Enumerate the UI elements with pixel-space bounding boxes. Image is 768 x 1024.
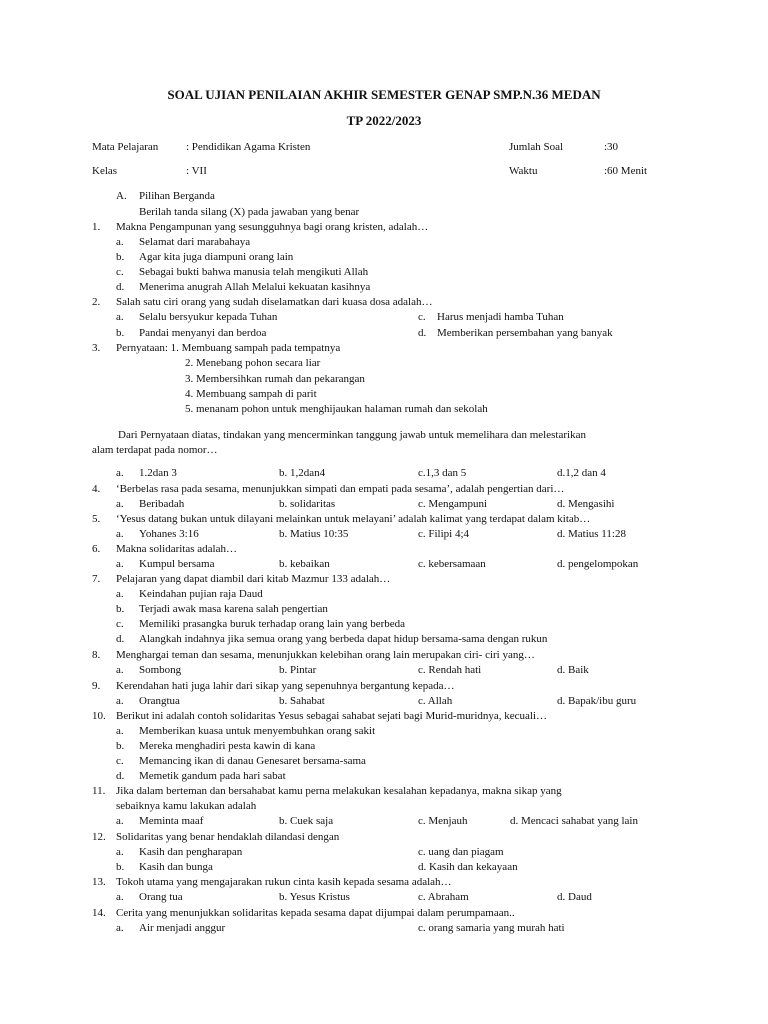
option-text: d. Mengasihi	[557, 498, 615, 510]
question-text: Salah satu ciri orang yang sudah diselamatkan dari kuasa dosa adalah…	[116, 296, 433, 308]
question-number: 5.	[92, 513, 101, 525]
statement-item: 3. Membersihkan rumah dan pekarangan	[185, 373, 365, 385]
option-text: c. kebersamaan	[418, 558, 486, 570]
option-text: c.1,3 dan 5	[418, 467, 467, 479]
option-text: Memancing ikan di danau Genesaret bersama-sama	[139, 755, 366, 767]
option-text: b. solidaritas	[279, 498, 336, 510]
option-letter: b.	[116, 603, 125, 615]
option-text: b. Pintar	[279, 664, 317, 676]
question-number: 12.	[92, 831, 106, 843]
option-text: Terjadi awak masa karena salah pengertian	[139, 603, 328, 615]
class-value: : VII	[186, 165, 207, 177]
option-text: d. Daud	[557, 891, 592, 903]
option-text: Alangkah indahnya jika semua orang yang berbeda dapat hidup bersama-sama dengan rukun	[139, 633, 548, 645]
option-letter: a.	[116, 498, 124, 510]
option-text: Keindahan pujian raja Daud	[139, 588, 263, 600]
option-text: Pandai menyanyi dan berdoa	[139, 327, 267, 339]
option-letter: a.	[116, 528, 124, 540]
question-text: Pernyataan: 1. Membuang sampah pada tempatnya	[116, 342, 341, 354]
option-text: c. Filipi 4;4	[418, 528, 470, 540]
subject-value: : Pendidikan Agama Kristen	[186, 141, 311, 153]
option-text: Sombong	[139, 664, 182, 676]
option-text: b. Matius 10:35	[279, 528, 349, 540]
option-text: d. Mencaci sahabat yang lain	[510, 815, 638, 827]
question-text: Menghargai teman dan sesama, menunjukkan kelebihan orang lain merupakan ciri- ciri yang…	[116, 649, 535, 661]
subject-label: Mata Pelajaran	[92, 141, 159, 153]
option-letter: c.	[116, 266, 124, 278]
option-text: d. Baik	[557, 664, 589, 676]
option-letter: a.	[116, 558, 124, 570]
option-text: Kumpul bersama	[139, 558, 215, 570]
statement-item: 2. Menebang pohon secara liar	[185, 357, 321, 369]
question-number: 7.	[92, 573, 101, 585]
option-text: d. Kasih dan kekayaan	[418, 861, 518, 873]
question-text: Makna solidaritas adalah…	[116, 543, 237, 555]
question-number: 3.	[92, 342, 101, 354]
question-number: 4.	[92, 483, 101, 495]
option-text: Menerima anugrah Allah Melalui kekuatan kasihnya	[139, 281, 371, 293]
option-letter: d.	[418, 327, 427, 339]
option-letter: b.	[116, 740, 125, 752]
question-number: 2.	[92, 296, 101, 308]
question-text: Makna Pengampunan yang sesungguhnya bagi orang kristen, adalah…	[116, 221, 429, 233]
option-text: 1.2dan 3	[139, 467, 177, 479]
option-letter: c.	[418, 311, 426, 323]
question-count-label: Jumlah Soal	[509, 141, 564, 153]
option-text: Air menjadi anggur	[139, 922, 226, 934]
option-text: c. Rendah hati	[418, 664, 482, 676]
section-letter: A.	[116, 190, 127, 202]
option-letter: a.	[116, 664, 124, 676]
statement-item: 4. Membuang sampah di parit	[185, 388, 317, 400]
option-text: b. Yesus Kristus	[279, 891, 350, 903]
question-text: Berikut ini adalah contoh solidaritas Yesus sebagai sahabat sejati bagi Murid-muridnya, kecuali…	[116, 710, 548, 722]
question-text: Pelajaran yang dapat diambil dari kitab Mazmur 133 adalah…	[116, 573, 391, 585]
option-text: c. Abraham	[418, 891, 469, 903]
option-letter: c.	[116, 618, 124, 630]
option-text: Memetik gandum pada hari sabat	[139, 770, 286, 782]
option-text: d. Matius 11:28	[557, 528, 626, 540]
option-text: c. Allah	[418, 695, 453, 707]
option-text: Orangtua	[139, 695, 180, 707]
option-text: d. Bapak/ibu guru	[557, 695, 637, 707]
option-text: Meminta maaf	[139, 815, 204, 827]
option-text: c. Menjauh	[418, 815, 468, 827]
statement-item: 5. menanam pohon untuk menghijaukan halaman rumah dan sekolah	[185, 403, 488, 415]
option-letter: d.	[116, 281, 125, 293]
option-text: Mereka menghadiri pesta kawin di kana	[139, 740, 316, 752]
option-letter: c.	[116, 755, 124, 767]
option-letter: a.	[116, 891, 124, 903]
option-letter: a.	[116, 311, 124, 323]
option-text: Selalu bersyukur kepada Tuhan	[139, 311, 278, 323]
question-text: Kerendahan hati juga lahir dari sikap yang sepenuhnya bergantung kepada…	[116, 680, 455, 692]
option-text: c. uang dan piagam	[418, 846, 504, 858]
option-text: Orang tua	[139, 891, 183, 903]
option-letter: b.	[116, 861, 125, 873]
question-number: 6.	[92, 543, 101, 555]
option-text: b. Cuek saja	[279, 815, 334, 827]
question-number: 9.	[92, 680, 101, 692]
question-number: 11.	[92, 785, 106, 797]
question-number: 8.	[92, 649, 101, 661]
option-text: b. 1,2dan4	[279, 467, 326, 479]
option-text: b. kebaikan	[279, 558, 330, 570]
option-letter: d.	[116, 770, 125, 782]
question-number: 13.	[92, 876, 106, 888]
question-paragraph: Dari Pernyataan diatas, tindakan yang mencerminkan tanggung jawab untuk memelihara dan melestarikan	[118, 429, 586, 441]
option-text: Agar kita juga diampuni orang lain	[139, 251, 294, 263]
option-letter: d.	[116, 633, 125, 645]
option-letter: b.	[116, 327, 125, 339]
option-letter: a.	[116, 922, 124, 934]
question-text: Jika dalam berteman dan bersahabat kamu perna melakukan kesalahan kepadanya, makna sikap yang	[116, 785, 562, 797]
option-text: d.1,2 dan 4	[557, 467, 606, 479]
question-text: ‘Berbelas rasa pada sesama, menunjukkan simpati dan empati pada sesama’, adalah pengertian dari…	[116, 483, 565, 495]
option-text: Selamat dari marabahaya	[139, 236, 251, 248]
question-text: Solidaritas yang benar hendaklah dilandasi dengan	[116, 831, 340, 843]
option-letter: a.	[116, 467, 124, 479]
option-text: b. Sahabat	[279, 695, 325, 707]
option-letter: a.	[116, 815, 124, 827]
option-text: Memberikan kuasa untuk menyembuhkan orang sakit	[139, 725, 376, 737]
option-text: Kasih dan bunga	[139, 861, 213, 873]
option-text: Sebagai bukti bahwa manusia telah mengikuti Allah	[139, 266, 369, 278]
question-text: ‘Yesus datang bukan untuk dilayani melainkan untuk melayani’ adalah kalimat yang terdapat dalam kitab…	[116, 513, 591, 525]
option-letter: a.	[116, 725, 124, 737]
question-text: Tokoh utama yang mengajarakan rukun cinta kasih kepada sesama adalah…	[116, 876, 452, 888]
section-instruction: Berilah tanda silang (X) pada jawaban yang benar	[139, 206, 360, 218]
option-letter: a.	[116, 695, 124, 707]
option-text: c. Mengampuni	[418, 498, 488, 510]
school-year: TP 2022/2023	[346, 113, 422, 128]
option-letter: a.	[116, 236, 124, 248]
time-label: Waktu	[509, 165, 538, 177]
page-title: SOAL UJIAN PENILAIAN AKHIR SEMESTER GENAP SMP.N.36 MEDAN	[167, 87, 601, 102]
question-count-value: :30	[604, 141, 619, 153]
option-letter: b.	[116, 251, 125, 263]
question-paragraph: alam terdapat pada nomor…	[92, 444, 218, 456]
question-text-continued: sebaiknya kamu lakukan adalah	[116, 800, 257, 812]
question-number: 1.	[92, 221, 101, 233]
option-text: Memberikan persembahan yang banyak	[437, 327, 613, 339]
option-letter: a.	[116, 846, 124, 858]
question-number: 14.	[92, 907, 106, 919]
option-text: Beribadah	[139, 498, 185, 510]
option-text: Yohanes 3:16	[139, 528, 199, 540]
class-label: Kelas	[92, 165, 118, 177]
section-title: Pilihan Berganda	[139, 190, 215, 202]
option-text: Kasih dan pengharapan	[139, 846, 243, 858]
question-number: 10.	[92, 710, 106, 722]
option-text: d. pengelompokan	[557, 558, 639, 570]
option-text: c. orang samaria yang murah hati	[418, 922, 565, 934]
question-text: Cerita yang menunjukkan solidaritas kepada sesama dapat dijumpai dalam perumpamaan..	[116, 907, 515, 919]
option-text: Harus menjadi hamba Tuhan	[437, 311, 564, 323]
time-value: :60 Menit	[604, 165, 648, 177]
option-letter: a.	[116, 588, 124, 600]
option-text: Memiliki prasangka buruk terhadap orang lain yang berbeda	[139, 618, 406, 630]
